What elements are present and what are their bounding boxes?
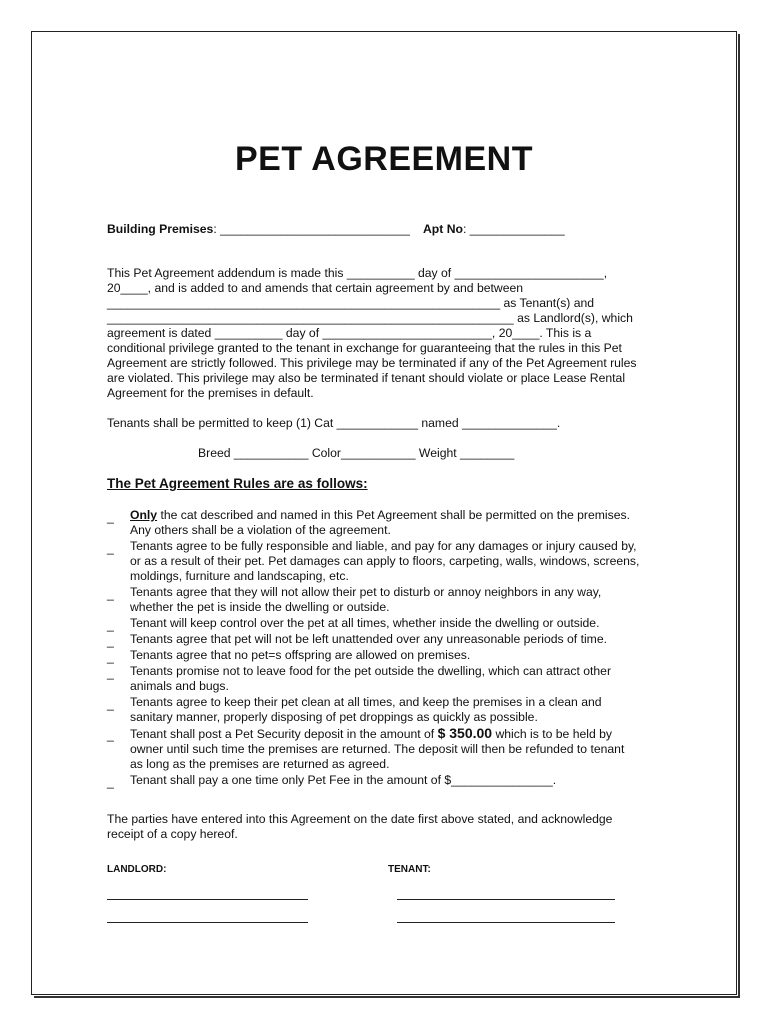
rule-text — [130, 508, 630, 537]
rule-text: Tenant will keep control over the pet at all times, whether inside the dwelling or outside. — [130, 616, 600, 630]
landlord-signature-line-2 — [107, 922, 308, 923]
apt-no-blank: : ______________ — [462, 222, 565, 236]
landlord-signature-line-1 — [107, 899, 308, 900]
intro-paragraph: This Pet Agreement addendum is made this __________ day of ______________________, 20____, and is added to and amends that certain agreement by and between __________________________________________________________ as Tenant(s) and ____________________________________________________________ as Landlord(s), which agreement is dated __________ day of _________________________, 20____. This is a conditional privilege granted to the tenant in exchange for guaranteeing that the rules in this Pet Agreement are strictly followed. This privilege may be terminated if any of the Pet Agreement rules are violated. This privilege may also be terminated if tenant should violate or place Lease Rental Agreement for the premises in default. — [107, 266, 637, 400]
bullet: _ — [107, 634, 114, 648]
rule-text: Tenants agree that they will not allow their pet to disturb or annoy neighbors in any way, whether the pet is inside the dwelling or outside. — [130, 585, 602, 614]
rule-emphasis: Only — [130, 508, 158, 522]
bullet: _ — [107, 587, 114, 601]
rule-text — [130, 727, 624, 771]
closing-paragraph: The parties have entered into this Agreement on the date first above stated, and acknowledge receipt of a copy hereof. — [107, 812, 613, 841]
bullet: _ — [107, 510, 114, 524]
tenant-signature-line-2 — [397, 922, 615, 923]
apt-no-label: Apt No — [423, 222, 463, 236]
list-item — [107, 648, 667, 663]
tenant-signature-line-1 — [397, 899, 615, 900]
list-item — [107, 508, 667, 538]
list-item — [107, 616, 667, 631]
bullet: _ — [107, 775, 114, 789]
list-item — [107, 632, 667, 647]
permit-line: Tenants shall be permitted to keep (1) Cat ____________ named ______________. — [107, 416, 561, 430]
list-item — [107, 539, 667, 584]
rule-text: Tenant shall pay a one time only Pet Fee in the amount of $_______________. — [130, 773, 557, 787]
bullet: _ — [107, 541, 114, 555]
bullet: _ — [107, 650, 114, 664]
rule-text: Tenants promise not to leave food for the pet outside the dwelling, which can attract other animals and bugs. — [130, 664, 612, 693]
list-item — [107, 664, 667, 694]
bullet: _ — [107, 666, 114, 680]
landlord-label: LANDLORD: — [107, 864, 167, 875]
document-title: PET AGREEMENT — [234, 140, 534, 178]
rule-text-post: which is to be held by owner until such time the premises are returned. The deposit will then be refunded to tenant as long as the premises are returned as agreed. — [130, 727, 625, 771]
apt-no-line — [423, 222, 565, 237]
building-premises-line — [107, 222, 410, 237]
bullet: _ — [107, 728, 114, 742]
tenant-label: TENANT: — [388, 864, 431, 875]
list-item — [107, 726, 667, 772]
building-premises-label: Building Premises — [107, 222, 214, 236]
rule-text-pre: Tenant shall post a Pet Security deposit in the amount of — [130, 727, 438, 741]
bullet: _ — [107, 618, 114, 632]
building-premises-blank: : ____________________________ — [213, 222, 410, 236]
list-item — [107, 585, 667, 615]
rules-list — [107, 508, 667, 788]
list-item — [107, 695, 667, 725]
rule-text: Tenants agree that pet will not be left unattended over any unreasonable periods of time. — [130, 632, 607, 646]
list-item — [107, 773, 667, 788]
rule-text: Tenants agree to keep their pet clean at all times, and keep the premises in a clean and sanitary manner, properly disposing of pet droppings as quickly as possible. — [130, 695, 602, 724]
deposit-amount: $ 350.00 — [437, 725, 493, 741]
rule-text: Tenants agree that no pet=s offspring are allowed on premises. — [130, 648, 471, 662]
breed-color-weight-line: Breed ___________ Color___________ Weight ________ — [198, 446, 515, 460]
rules-heading: The Pet Agreement Rules are as follows: — [107, 476, 368, 491]
rule-text-rest: the cat described and named in this Pet Agreement shall be permitted on the premises. Any others shall be a violation of the agreement. — [130, 508, 630, 537]
rule-text: Tenants agree to be fully responsible and liable, and pay for any damages or injury caused by, or as a result of their pet. Pet damages can apply to floors, carpeting, walls, windows, screens, moldings, furniture and landscaping, etc. — [130, 539, 640, 583]
bullet: _ — [107, 697, 114, 711]
